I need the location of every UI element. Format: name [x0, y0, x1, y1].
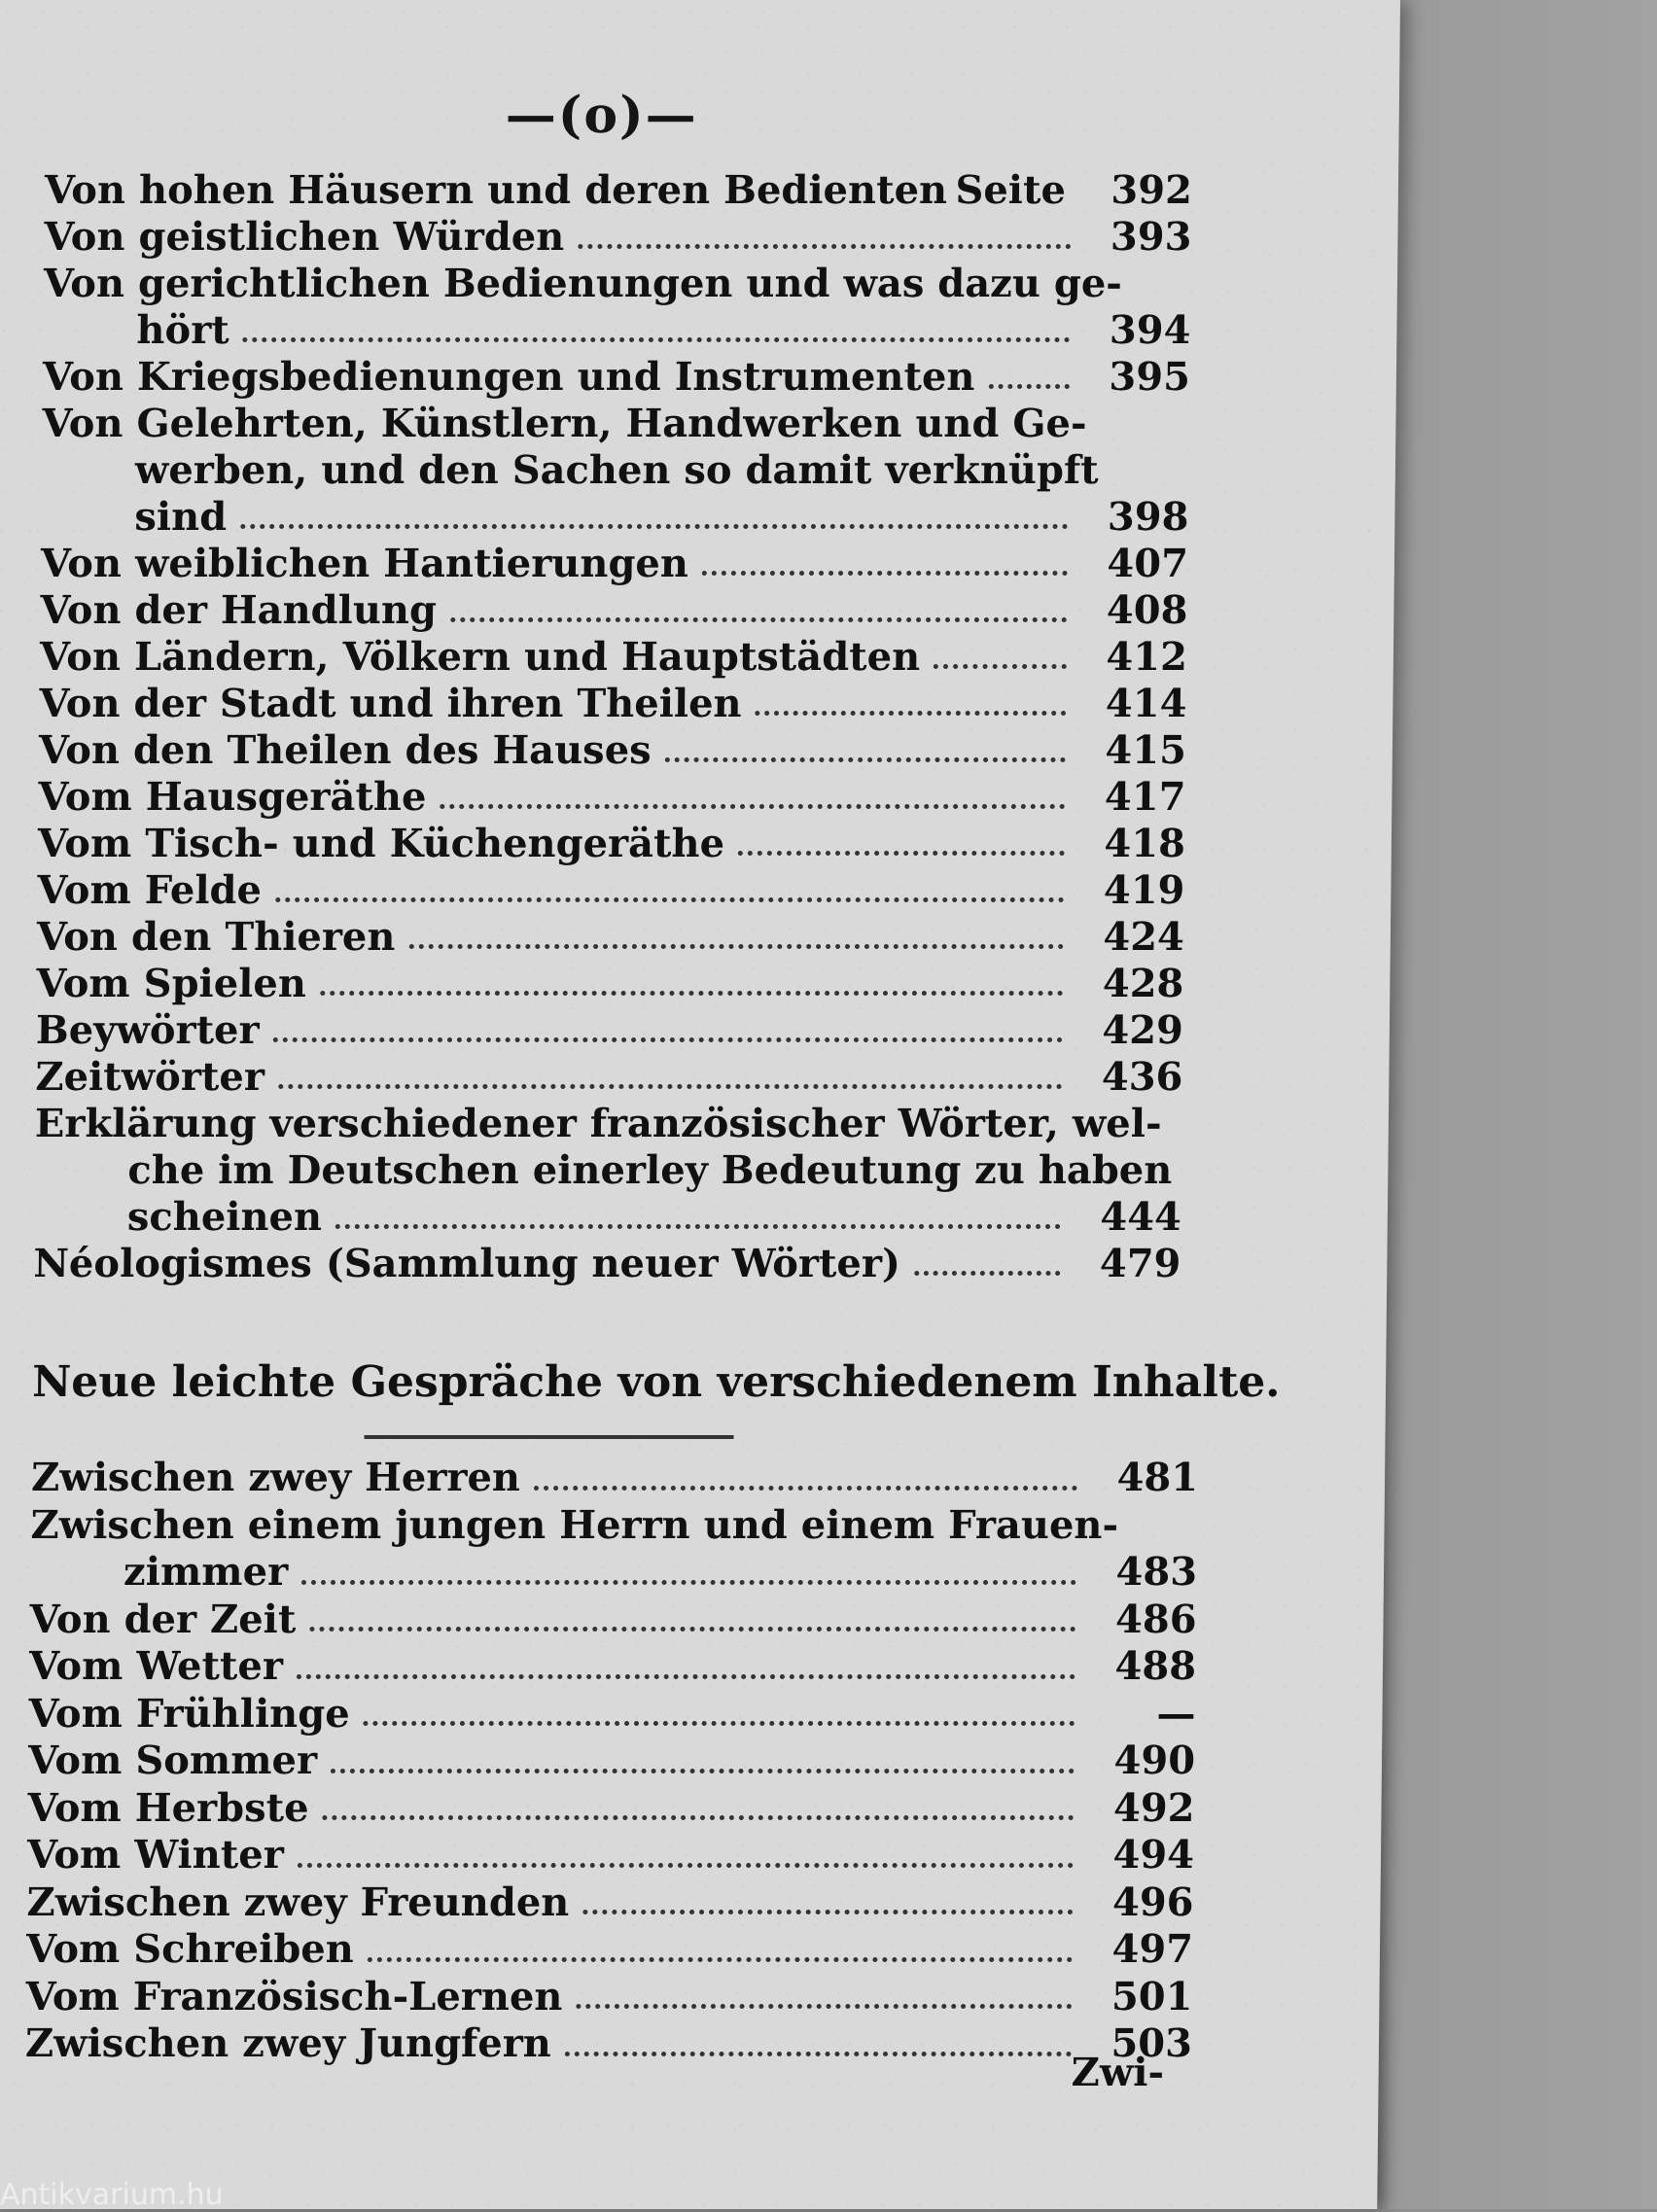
entry-title-line: Von Ländern, Völkern und Hauptstädten — [39, 634, 921, 680]
page-number: 501 — [1111, 1973, 1193, 2019]
dot-leader — [565, 2052, 1072, 2056]
toc-entry — [35, 1054, 1183, 1101]
entry-title-line: sind — [134, 494, 228, 540]
entry-title-line: Zwischen einem jungen Herrn und einem Frauen- — [30, 1501, 1119, 1548]
entry-title-line: Zeitwörter — [35, 1054, 265, 1100]
dot-leader — [309, 1627, 1075, 1632]
entry-title-line: werben, und den Sachen so damit verknüpft — [134, 447, 1099, 493]
toc-entry — [34, 1101, 1183, 1241]
dot-leader — [738, 851, 1065, 856]
toc-entry — [40, 634, 1188, 681]
dot-leader — [278, 1084, 1063, 1089]
page-number: 436 — [1101, 1054, 1183, 1100]
entry-title-line: Vom Spielen — [36, 961, 307, 1006]
page-number: 503 — [1111, 2020, 1193, 2066]
entry-title-line: Von der Zeit — [29, 1596, 297, 1642]
dot-leader — [335, 1224, 1061, 1229]
dot-leader — [322, 1815, 1074, 1820]
dot-leader — [988, 384, 1069, 389]
dot-leader — [576, 2004, 1072, 2009]
toc-entry — [28, 1691, 1196, 1738]
entry-title-line: Von weiblichen Hantierungen — [40, 541, 689, 586]
background-surface — [1361, 0, 1657, 2209]
entry-title-line: Von der Handlung — [40, 587, 438, 633]
dot-leader — [368, 1957, 1073, 1962]
dot-leader — [240, 524, 1068, 529]
toc-entry — [31, 1455, 1199, 1502]
page-number: 412 — [1106, 634, 1188, 680]
page-number: 408 — [1106, 587, 1188, 633]
page-number: 479 — [1099, 1241, 1181, 1286]
page-number: 488 — [1114, 1643, 1197, 1689]
dot-leader — [301, 1580, 1076, 1585]
dot-leader — [534, 1486, 1077, 1491]
page-number: 419 — [1103, 867, 1185, 913]
page-header: —(o)— — [505, 86, 699, 145]
page-number: 415 — [1105, 727, 1187, 773]
entry-title-line: scheinen — [126, 1194, 323, 1240]
dot-leader — [320, 991, 1064, 996]
entry-title-line: Vom Felde — [37, 867, 263, 913]
entry-title-line: Vom Herbste — [27, 1784, 309, 1831]
page-number: 418 — [1104, 821, 1186, 866]
section-divider — [365, 1435, 734, 1439]
page-number: 429 — [1102, 1007, 1184, 1053]
entry-title-line: Vom Französisch-Lernen — [25, 1973, 563, 2019]
entry-title-line: Von Kriegsbedienungen und Instrumenten — [42, 354, 975, 400]
entry-title-line: zimmer — [123, 1549, 289, 1595]
toc-entry — [25, 2020, 1193, 2068]
entry-title-line: Von der Stadt und ihren Theilen — [39, 681, 742, 726]
dot-leader — [914, 1271, 1061, 1276]
entry-title-line: Von den Thieren — [36, 914, 396, 960]
page-number: 496 — [1111, 1878, 1194, 1925]
dot-leader — [582, 1910, 1073, 1914]
entry-title-line: Beywörter — [35, 1007, 260, 1053]
entry-title-line: Zwischen zwey Freunden — [26, 1878, 570, 1925]
entry-title-line: Erklärung verschiedener französischer Wörter, wel- — [34, 1101, 1162, 1146]
dot-leader — [275, 897, 1064, 902]
toc-entry — [43, 354, 1191, 401]
toc-entry — [41, 401, 1190, 541]
page-number: — — [1156, 1690, 1196, 1737]
toc-entry — [39, 727, 1187, 774]
entry-title-line: Néologismes (Sammlung neuer Wörter) — [33, 1241, 901, 1286]
toc-entry — [25, 1974, 1193, 2021]
section-title: Neue leichte Gespräche von verschiedenem Inhalte. — [31, 1357, 1281, 1407]
toc-entry — [29, 1597, 1197, 1644]
page-number: 444 — [1100, 1194, 1182, 1240]
toc-entry — [29, 1643, 1197, 1691]
entry-title-line: Vom Winter — [26, 1832, 285, 1878]
toc-entry — [44, 214, 1192, 261]
dot-leader — [440, 804, 1065, 809]
seite-label: Seite — [955, 167, 1067, 213]
page-number: 392 — [1111, 167, 1193, 213]
entry-title-line: Vom Sommer — [27, 1738, 318, 1783]
toc-entry — [38, 821, 1186, 867]
toc-entry — [40, 587, 1188, 634]
entry-title-line: Vom Tisch- und Küchengeräthe — [37, 821, 725, 866]
dot-leader — [450, 617, 1067, 622]
toc-entry — [37, 914, 1185, 961]
toc-entry — [39, 681, 1187, 727]
page-number: 398 — [1107, 494, 1189, 540]
page-number: 407 — [1107, 541, 1189, 586]
watermark: Antikvarium.hu — [0, 2178, 224, 2212]
toc-entry — [43, 261, 1191, 354]
toc-entry — [38, 774, 1186, 821]
toc-entry — [30, 1502, 1198, 1597]
page-number: 490 — [1113, 1738, 1196, 1783]
entry-title-line: Von Gelehrten, Künstlern, Handwerken und Ge- — [42, 401, 1087, 446]
entry-title-line: Von hohen Häusern und deren Bedienten — [44, 167, 948, 213]
entry-title-line: Vom Schreiben — [25, 1926, 355, 1972]
toc-entry — [36, 1007, 1184, 1054]
page-number: 481 — [1116, 1455, 1199, 1500]
entry-title-line: che im Deutschen einerley Bedeutung zu haben — [127, 1147, 1173, 1193]
toc-entry — [26, 1879, 1194, 1927]
entry-title-line: hört — [136, 307, 230, 353]
dialogues-list — [25, 1455, 1199, 2068]
toc-entry — [27, 1785, 1195, 1833]
page-number: 417 — [1104, 774, 1186, 820]
entry-title-line: Zwischen zwey Herren — [30, 1455, 521, 1500]
dot-leader — [578, 244, 1071, 249]
entry-title-line: Vom Wetter — [28, 1643, 284, 1689]
toc-entry — [33, 1241, 1181, 1287]
dot-leader — [298, 1863, 1074, 1868]
page-number: 497 — [1111, 1926, 1194, 1972]
page-number: 394 — [1109, 307, 1191, 353]
toc-entry — [36, 961, 1184, 1007]
dot-leader — [665, 757, 1066, 762]
toc-entry — [28, 1738, 1196, 1785]
catchword: Zwi- — [1071, 2050, 1165, 2095]
toc-entry — [45, 167, 1193, 214]
entry-title-line: Vom Hausgeräthe — [38, 774, 427, 820]
dot-leader — [408, 944, 1063, 949]
toc-entry — [37, 867, 1185, 914]
entry-title-line: Von geistlichen Würden — [44, 214, 565, 260]
page-number: 486 — [1114, 1596, 1197, 1642]
page-number: 483 — [1115, 1549, 1198, 1595]
table-of-contents — [33, 167, 1192, 1287]
page-number: 494 — [1112, 1832, 1195, 1878]
page-number: 395 — [1109, 354, 1191, 400]
dot-leader — [331, 1769, 1075, 1773]
page-number: 393 — [1110, 214, 1192, 260]
entry-title-line: Vom Frühlinge — [28, 1690, 350, 1737]
page-number: 492 — [1112, 1784, 1195, 1831]
dot-leader — [364, 1721, 1075, 1726]
dot-leader — [934, 664, 1067, 669]
dot-leader — [272, 1037, 1062, 1042]
entry-title-line: Zwischen zwey Jungfern — [24, 2020, 552, 2066]
entry-title-line: Von den Theilen des Hauses — [38, 727, 652, 773]
dot-leader — [756, 711, 1067, 716]
toc-entry — [41, 541, 1189, 587]
dot-leader — [702, 571, 1068, 576]
toc-entry — [26, 1926, 1194, 1974]
entry-title-line: Von gerichtlichen Bedienungen und was dazu ge- — [43, 261, 1123, 306]
page-number: 424 — [1103, 914, 1185, 960]
page-number: 414 — [1105, 681, 1187, 726]
dot-leader — [297, 1674, 1075, 1679]
dot-leader — [243, 337, 1071, 342]
page-number: 428 — [1102, 961, 1184, 1006]
toc-entry — [27, 1832, 1195, 1879]
